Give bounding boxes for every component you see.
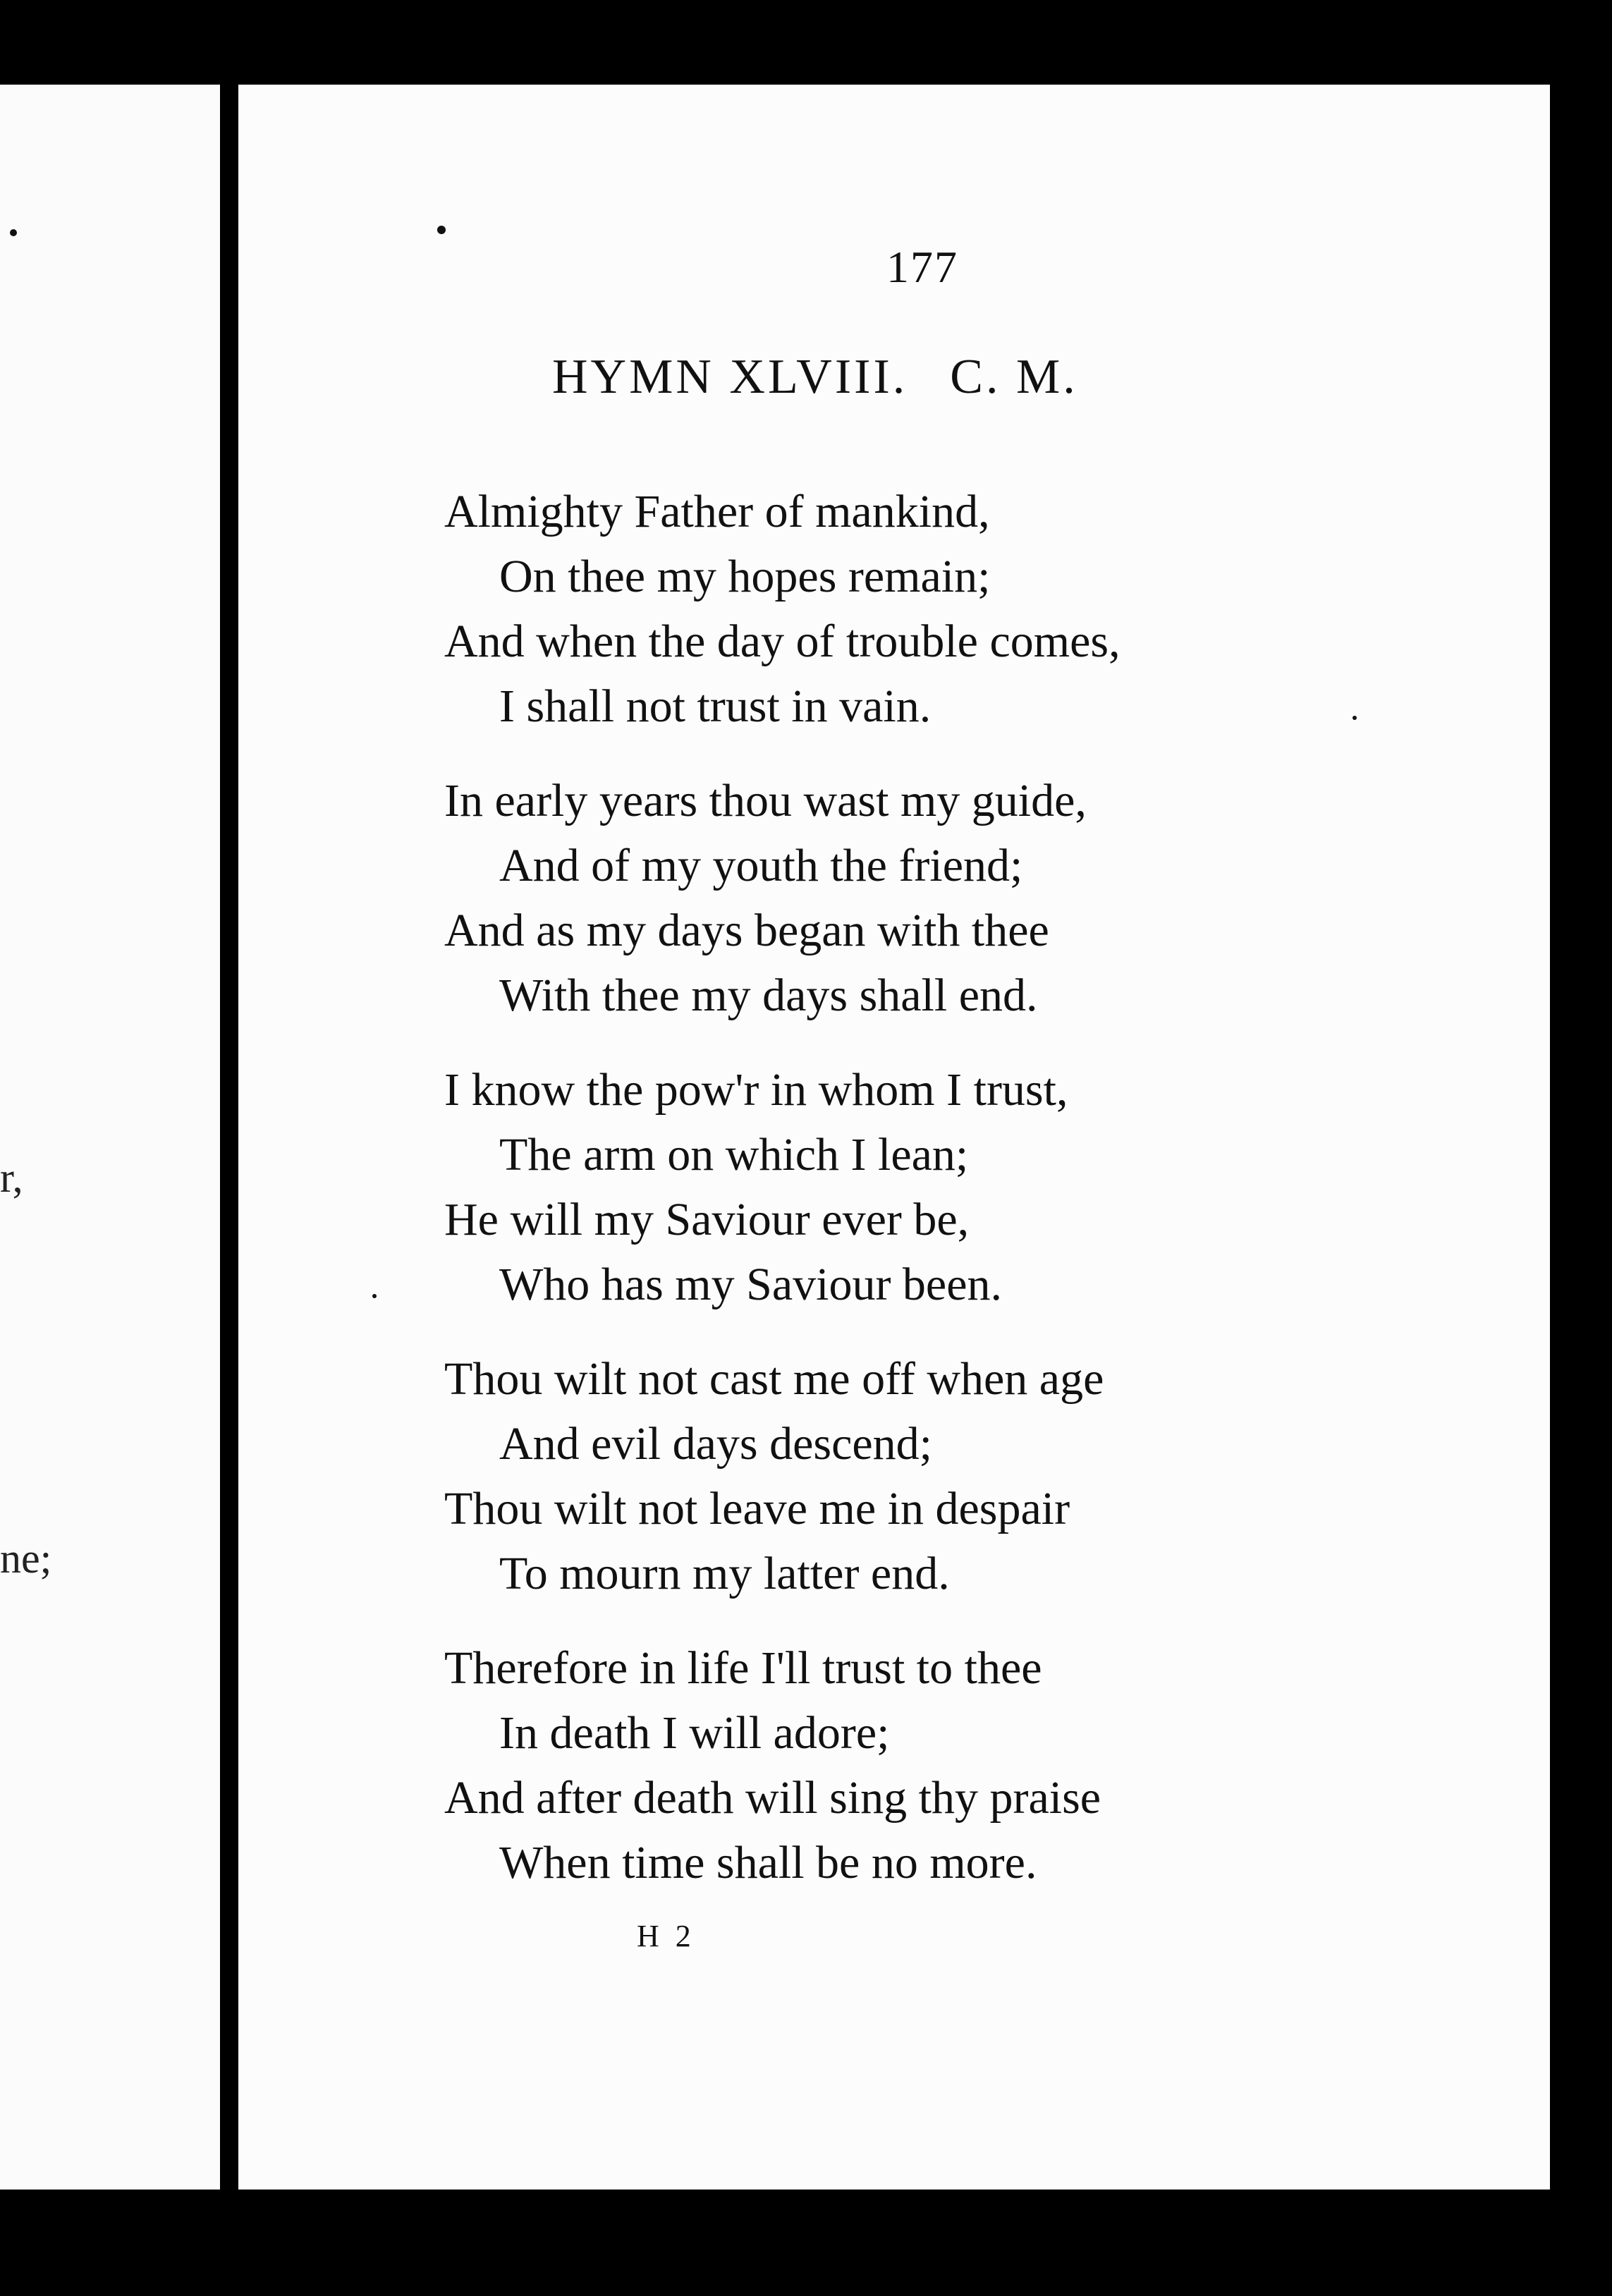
verse-line: In early years thou wast my guide, [444,775,1087,826]
verse-line: In death I will adore; [499,1707,890,1759]
verse-line: On thee my hopes remain; [499,551,991,602]
stanza [444,1058,1502,1317]
verse-line: The arm on which I lean; [499,1129,969,1180]
left-page-text-fragment: ne; [0,1535,52,1582]
verse-line: Thou wilt not leave me in despair [444,1483,1070,1534]
book-gutter [220,85,238,2190]
verse-line: And after death will sing thy praise [444,1772,1101,1824]
left-page-fragment [0,85,220,2190]
stanza [444,480,1502,739]
stanza [444,769,1502,1028]
stanza [444,1347,1502,1606]
ink-speck [437,226,446,234]
verse-line: And of my youth the friend; [499,840,1023,891]
hymn-title [552,349,1078,405]
verse-line: And when the day of trouble comes, [444,616,1121,667]
verse-line: And evil days descend; [499,1418,933,1470]
verse-line: I shall not trust in vain. [499,680,932,732]
verse-line: Who has my Saviour been. [499,1259,1003,1310]
verse-line: When time shall be no more. [499,1837,1037,1888]
verse-line: Almighty Father of mankind, [444,486,990,537]
printer-signature-mark: H 2 [637,1919,695,1953]
ink-speck [10,229,17,236]
ink-speck [372,1294,377,1298]
page-number: 177 [886,242,958,292]
left-page-text-fragment: r, [0,1154,23,1201]
right-page [238,85,1550,2190]
hymn-meter: C. M. [950,350,1078,404]
verse-line: I know the pow'r in whom I trust, [444,1064,1068,1116]
hymn-number: HYMN XLVIII. [552,350,908,404]
hymn-verses [444,480,1502,1925]
verse-line: With thee my days shall end. [499,970,1038,1021]
verse-line: Thou wilt not cast me off when age [444,1353,1104,1405]
verse-line: Therefore in life I'll trust to thee [444,1642,1042,1694]
verse-line: To mourn my latter end. [499,1548,950,1599]
stanza [444,1636,1502,1895]
verse-line: He will my Saviour ever be, [444,1194,970,1245]
verse-line: And as my days began with thee [444,905,1049,956]
